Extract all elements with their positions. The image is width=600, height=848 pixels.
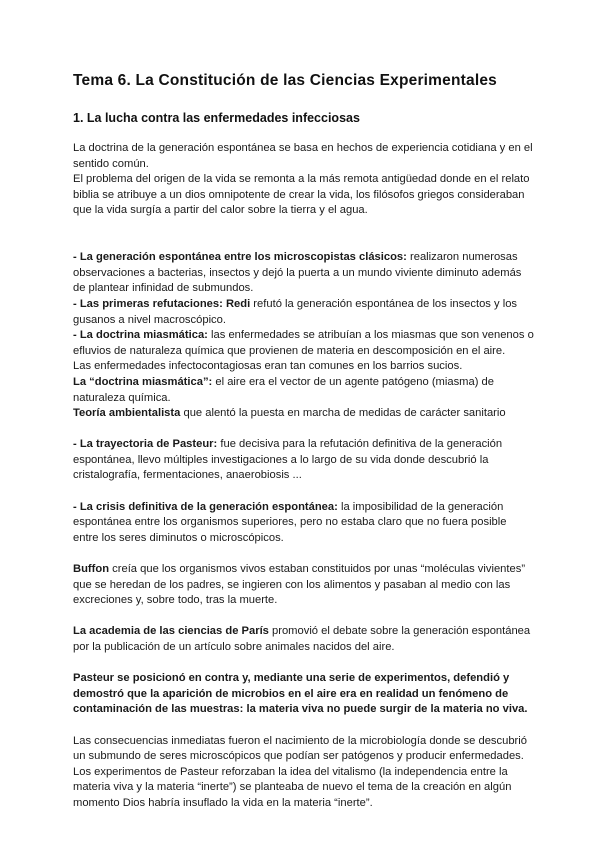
paragraph-doctrina-miasmatica: - La doctrina miasmática: las enfermedades se atribuían a los miasmas que son venenos o efluvios de naturaleza química que provienen de materia en descomposición en el aire.	[73, 329, 534, 357]
bold-term: Buffon	[73, 563, 110, 576]
paragraph-buffon: Buffon creía que los organismos vivos estaban constituidos por unas “moléculas vivientes” que se heredan de los padres, se ingieren con los alimentos y pasaban al medio con las excreciones y, sobre todo, tras la muerte.	[73, 563, 526, 607]
paragraph-teoria-ambientalista: Teoría ambientalista que alentó la puesta en marcha de medidas de carácter sanitario	[73, 407, 506, 420]
paragraph-origin: El problema del origen de la vida se remonta a la más remota antigüedad donde en el relato biblia se atribuye a un dios omnipotente de crear la vida, los filósofos griegos consideraban que la vida surgía a partir del calor sobre la tierra y el agua.	[73, 173, 530, 217]
paragraph-refutaciones: - Las primeras refutaciones: Redi refutó la generación espontánea de los insectos y los gusanos a nivel macroscópico.	[73, 297, 518, 326]
bold-term: - La doctrina miasmática:	[73, 329, 208, 342]
document-title: Tema 6. La Constitución de las Ciencias Experimentales	[73, 72, 497, 89]
paragraph-crisis: - La crisis definitiva de la generación espontánea: la imposibilidad de la generación espontánea entre los organismos superiores, pero no estaba claro que no fuera posible entre los seres diminutos o microscópicos.	[73, 500, 507, 544]
paragraph-conclusion: Las consecuencias inmediatas fueron el nacimiento de la microbiología donde se descubrió un submundo de seres microscópicos que podían ser patógenos y producir enfermedades. Los experimentos de Pasteur reforzaban la idea del vitalismo (la independencia entre la materia viva y la materia “inerte”) se planteaba de nuevo el tema de la creación en algún momento Dios habría insuflado la vida en la materia “inerte”.	[73, 734, 527, 809]
bold-term: - Las primeras refutaciones: Redi	[73, 297, 251, 310]
paragraph-pasteur-posicion: Pasteur se posicionó en contra y, mediante una serie de experimentos, defendió y demostró que la aparición de microbios en el aire era en realidad un fenómeno de contaminación de las muestras: la materia viva no puede surgir de la materia no viva.	[73, 672, 528, 716]
bold-term: La academia de las ciencias de París	[73, 625, 269, 638]
bold-term: - La trayectoria de Pasteur:	[73, 438, 218, 451]
bold-term: Teoría ambientalista	[73, 407, 181, 420]
paragraph-infectocontagiosas: Las enfermedades infectocontagiosas eran tan comunes en los barrios sucios.	[73, 360, 463, 373]
document-body	[73, 141, 535, 812]
bold-term: - La crisis definitiva de la generación espontánea:	[73, 500, 338, 513]
paragraph-doctrina-miasmatica-2: La “doctrina miasmática”: el aire era el vector de un agente patógeno (miasma) de naturaleza química.	[73, 375, 494, 404]
section-heading: 1. La lucha contra las enfermedades infecciosas	[73, 111, 360, 125]
paragraph-pasteur: - La trayectoria de Pasteur: fue decisiva para la refutación definitiva de la generación espontánea, llevo múltiples investigaciones a lo largo de su vida donde descubrió la cristalografía, fermentaciones, anaerobiosis ...	[73, 438, 503, 482]
paragraph-academia: La academia de las ciencias de París promovió el debate sobre la generación espontánea por la publicación de un artículo sobre animales nacidos del aire.	[73, 625, 531, 653]
bold-term: La “doctrina miasmática”:	[73, 375, 213, 388]
paragraph-generacion-espontanea: - La generación espontánea entre los microscopistas clásicos: realizaron numerosas observaciones a bacterias, insectos y dejó la puerta a un mundo viviente diminuto además de plantear infinidad de submundos.	[73, 251, 522, 295]
paragraph-intro: La doctrina de la generación espontánea se basa en hechos de experiencia cotidiana y en el sentido común.	[73, 142, 533, 170]
bold-term: - La generación espontánea entre los microscopistas clásicos:	[73, 251, 407, 264]
